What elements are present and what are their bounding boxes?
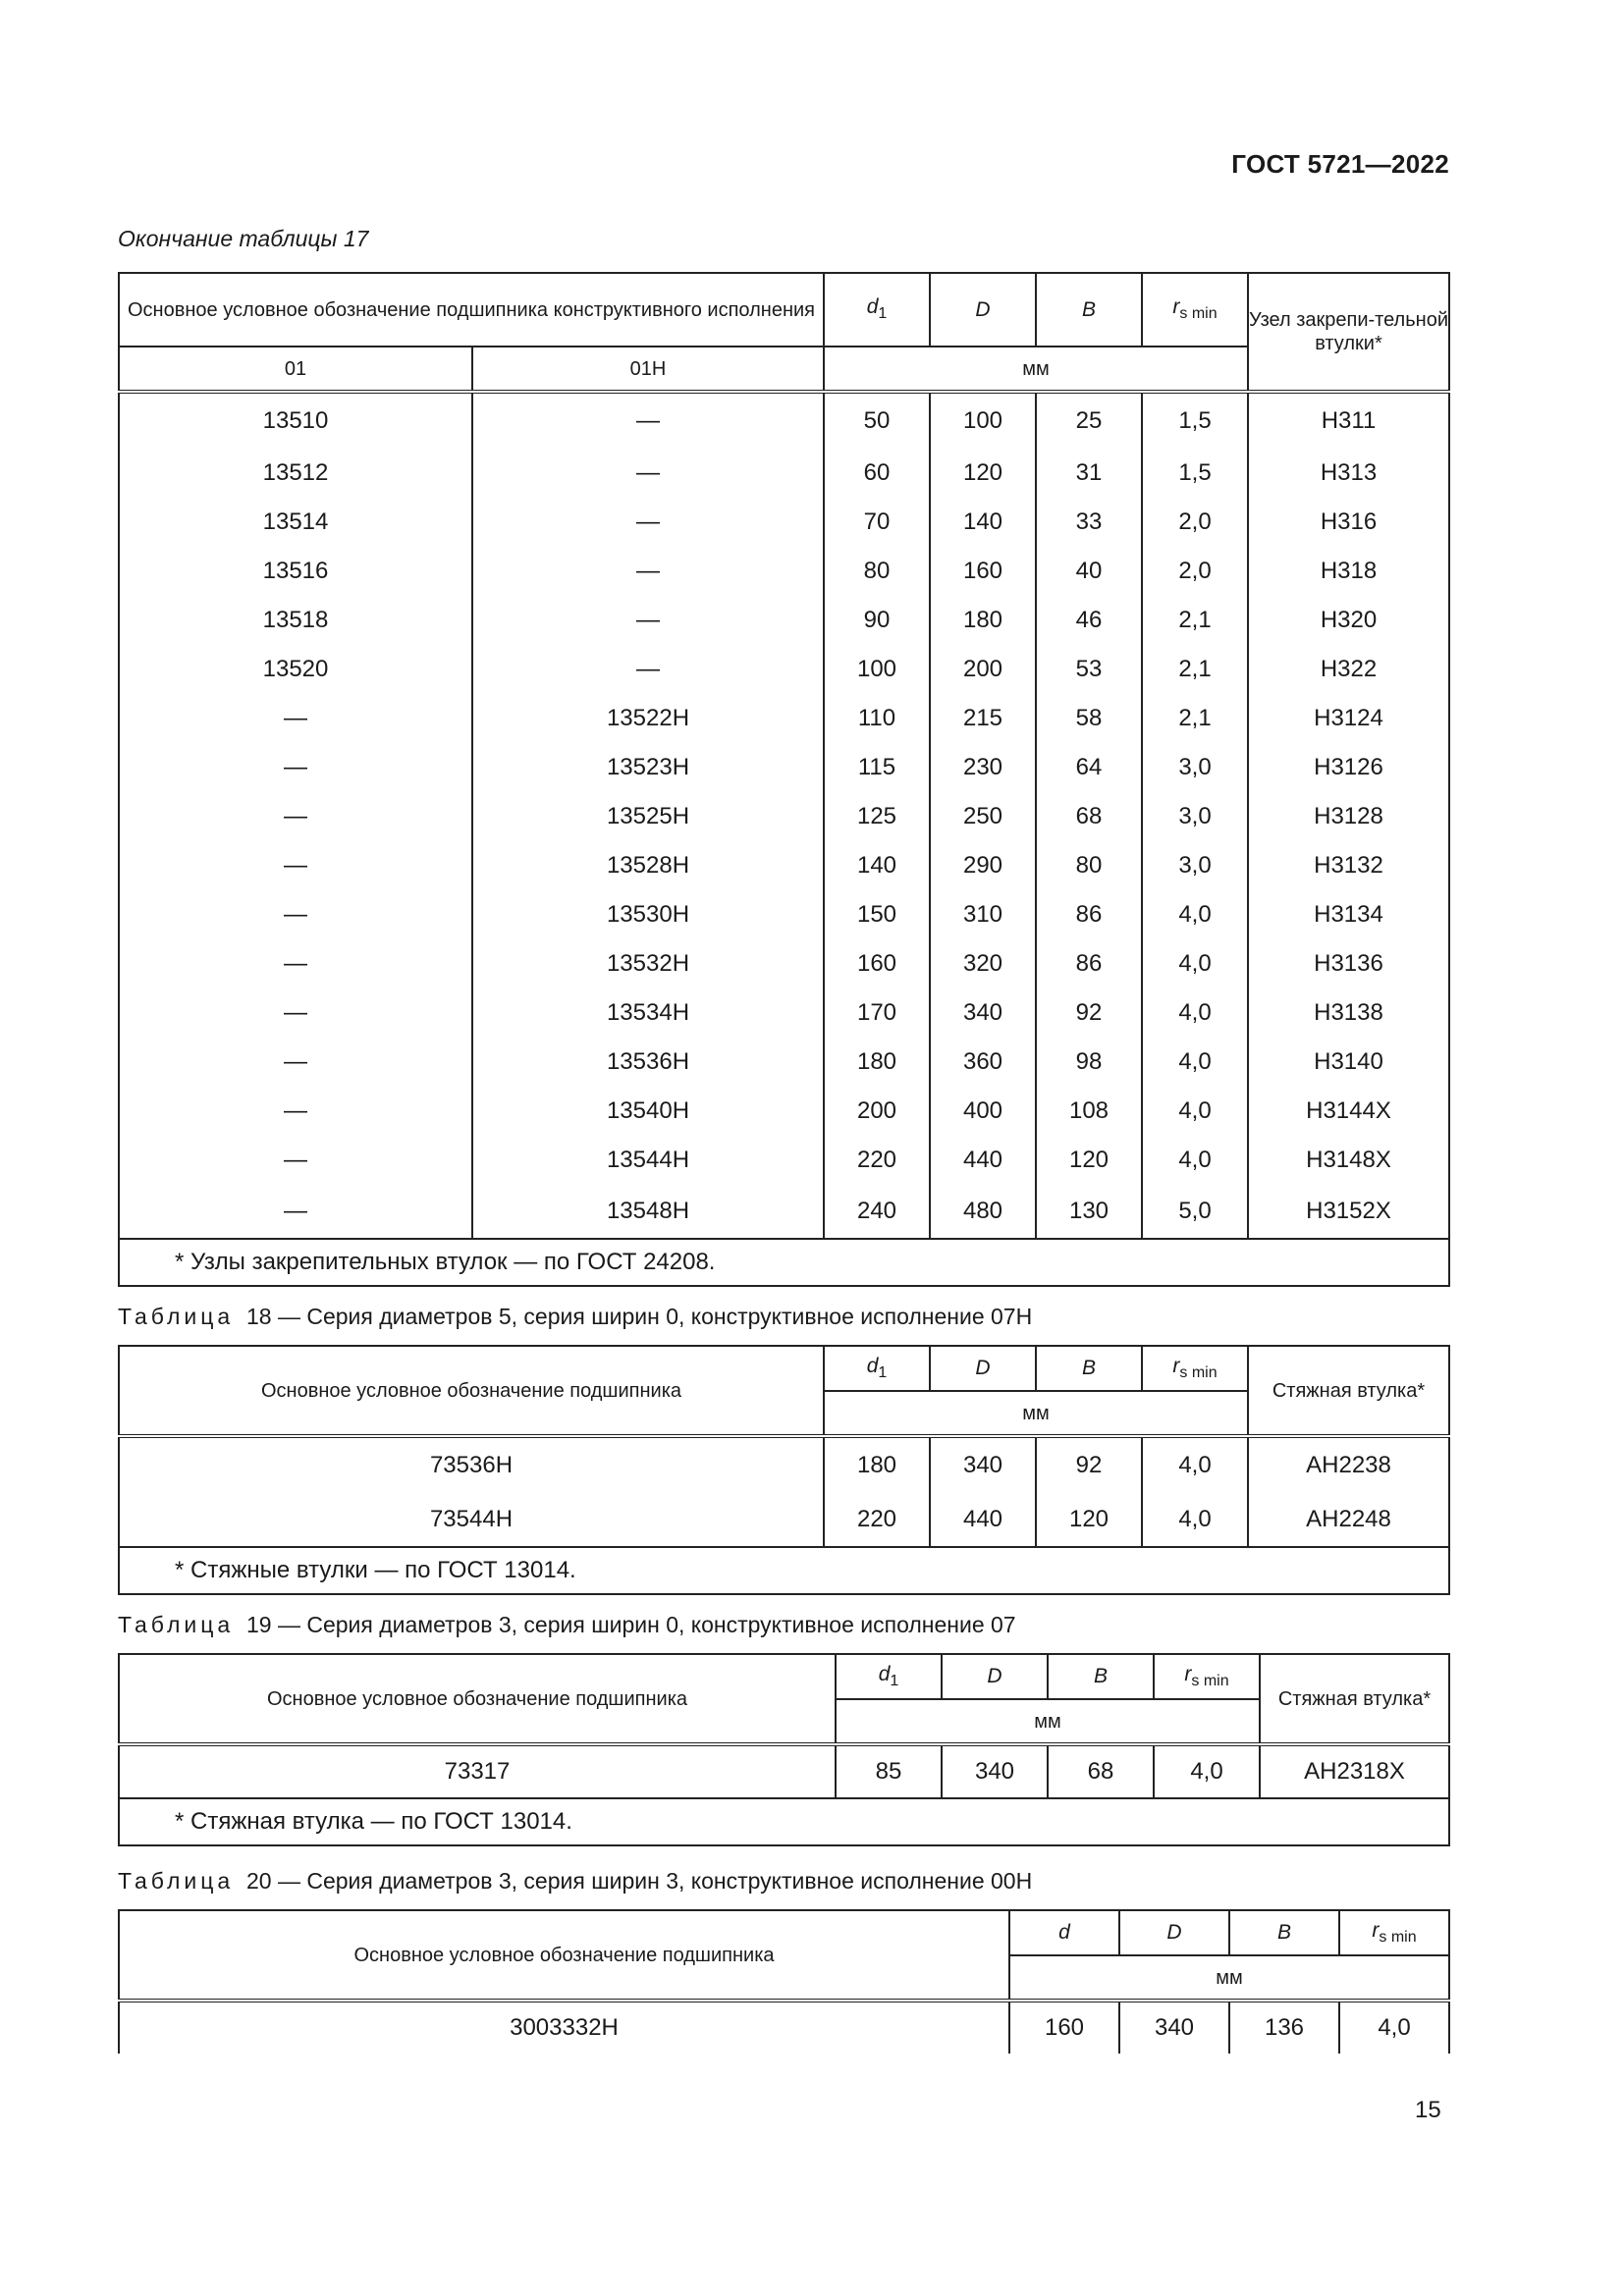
- table-cell: 92: [1036, 988, 1142, 1038]
- unit-header: мм: [836, 1699, 1260, 1744]
- table-cell: 170: [824, 988, 930, 1038]
- table-cell: Н311: [1248, 392, 1449, 449]
- table-cell: 4,0: [1142, 939, 1248, 988]
- table-cell: Н3126: [1248, 743, 1449, 792]
- table-cell: 180: [824, 1038, 930, 1087]
- table-18-caption: Таблица 18 — Серия диаметров 5, серия ширин 0, конструктивное исполнение 07Н: [118, 1304, 1033, 1329]
- table-cell: 340: [1119, 2001, 1229, 2054]
- table-cell: 2,1: [1142, 694, 1248, 743]
- chamfer-header: $r_{s min}$: [1154, 1654, 1260, 1699]
- table-cell: 160: [930, 547, 1036, 596]
- table-cell: 100: [824, 645, 930, 694]
- table-19-footnote: * Стяжная втулка — по ГОСТ 13014.: [119, 1798, 1449, 1845]
- table-cell: 4,0: [1142, 1436, 1248, 1493]
- table-row: [119, 1185, 1449, 1239]
- table-20-caption: Таблица 20 — Серия диаметров 3, серия ширин 3, конструктивное исполнение 00Н: [118, 1868, 1033, 1894]
- table-cell: 2,0: [1142, 498, 1248, 547]
- table-cell: —: [119, 1136, 472, 1185]
- table-cell: 4,0: [1142, 1136, 1248, 1185]
- table-cell: Н3132: [1248, 841, 1449, 890]
- table-cell: 4,0: [1142, 1038, 1248, 1087]
- table-cell: 4,0: [1142, 1493, 1248, 1547]
- designation-header: Основное условное обозначение подшипника конструктивного исполнения: [119, 273, 824, 347]
- table-cell: АН2318Х: [1260, 1744, 1449, 1798]
- table-cell: —: [119, 792, 472, 841]
- table-cell: 86: [1036, 939, 1142, 988]
- version-01n-header: 01Н: [472, 347, 824, 392]
- table-cell: 200: [824, 1087, 930, 1136]
- table-row: [119, 792, 1449, 841]
- table-cell: 130: [1036, 1185, 1142, 1239]
- table-cell: 85: [836, 1744, 942, 1798]
- table-cell: 125: [824, 792, 930, 841]
- table-cell: —: [119, 1087, 472, 1136]
- table-cell: 160: [1009, 2001, 1119, 2054]
- d1-header: $d_1$: [824, 273, 930, 347]
- table-cell: 136: [1229, 2001, 1339, 2054]
- standard-number: ГОСТ 5721—2022: [1231, 149, 1449, 179]
- table-cell: —: [119, 890, 472, 939]
- table-row: [119, 988, 1449, 1038]
- table-cell: 13530Н: [472, 890, 824, 939]
- table-cell: 13512: [119, 449, 472, 498]
- designation-header: Основное условное обозначение подшипника: [119, 1346, 824, 1436]
- table-cell: 215: [930, 694, 1036, 743]
- chamfer-header: $r_{s min}$: [1142, 273, 1248, 347]
- table-cell: 68: [1048, 1744, 1154, 1798]
- table-cell: 3003332Н: [119, 2001, 1009, 2054]
- table-cell: 290: [930, 841, 1036, 890]
- table-cell: 310: [930, 890, 1036, 939]
- table-17-footnote: * Узлы закрепительных втулок — по ГОСТ 24208.: [119, 1239, 1449, 1286]
- table-cell: 86: [1036, 890, 1142, 939]
- table-row: [119, 1744, 1449, 1798]
- table-cell: 53: [1036, 645, 1142, 694]
- table-cell: 2,0: [1142, 547, 1248, 596]
- table-cell: Н3140: [1248, 1038, 1449, 1087]
- table-17: [118, 272, 1450, 1287]
- table-cell: 13514: [119, 498, 472, 547]
- table-cell: 180: [824, 1436, 930, 1493]
- designation-header: Основное условное обозначение подшипника: [119, 1654, 836, 1744]
- table-cell: 13516: [119, 547, 472, 596]
- page-number: 15: [1415, 2097, 1441, 2123]
- table-cell: 46: [1036, 596, 1142, 645]
- table-cell: 13523Н: [472, 743, 824, 792]
- table-cell: 320: [930, 939, 1036, 988]
- table-row: [119, 392, 1449, 449]
- table-cell: 440: [930, 1493, 1036, 1547]
- table-cell: 13525Н: [472, 792, 824, 841]
- unit-header: мм: [824, 1391, 1248, 1436]
- table-cell: 360: [930, 1038, 1036, 1087]
- adapter-assembly-header: Узел закрепи-тельной втулки*: [1248, 273, 1449, 392]
- table-cell: 440: [930, 1136, 1036, 1185]
- table-cell: —: [472, 596, 824, 645]
- table-cell: Н3138: [1248, 988, 1449, 1038]
- table-row: [119, 694, 1449, 743]
- table-cell: Н318: [1248, 547, 1449, 596]
- table-cell: 73536Н: [119, 1436, 824, 1493]
- table-cell: 150: [824, 890, 930, 939]
- sleeve-header: Стяжная втулка*: [1260, 1654, 1449, 1744]
- table-cell: Н3128: [1248, 792, 1449, 841]
- table-cell: 240: [824, 1185, 930, 1239]
- outer-diameter-header: D: [942, 1654, 1048, 1699]
- table-19: [118, 1653, 1450, 1846]
- table-row: [119, 449, 1449, 498]
- table-cell: Н3144Х: [1248, 1087, 1449, 1136]
- table-cell: —: [472, 392, 824, 449]
- table-cell: 480: [930, 1185, 1036, 1239]
- table-row: [119, 645, 1449, 694]
- table-cell: 13534Н: [472, 988, 824, 1038]
- table-cell: —: [119, 988, 472, 1038]
- table-cell: 2,1: [1142, 645, 1248, 694]
- table-cell: 120: [1036, 1493, 1142, 1547]
- outer-diameter-header: D: [930, 1346, 1036, 1391]
- table-cell: —: [119, 1038, 472, 1087]
- table-cell: 33: [1036, 498, 1142, 547]
- table-cell: 13540Н: [472, 1087, 824, 1136]
- table-cell: 13528Н: [472, 841, 824, 890]
- table-cell: —: [119, 1185, 472, 1239]
- table-18: [118, 1345, 1450, 1595]
- table-row: [119, 1038, 1449, 1087]
- width-header: B: [1048, 1654, 1154, 1699]
- table-cell: АН2238: [1248, 1436, 1449, 1493]
- table-cell: 13518: [119, 596, 472, 645]
- table-cell: Н3136: [1248, 939, 1449, 988]
- table-cell: 220: [824, 1136, 930, 1185]
- table-cell: 13520: [119, 645, 472, 694]
- table-cell: Н313: [1248, 449, 1449, 498]
- table-cell: АН2248: [1248, 1493, 1449, 1547]
- table-cell: 5,0: [1142, 1185, 1248, 1239]
- width-header: B: [1229, 1910, 1339, 1955]
- chamfer-header: $r_{s min}$: [1142, 1346, 1248, 1391]
- table-cell: 80: [824, 547, 930, 596]
- table-cell: 110: [824, 694, 930, 743]
- table-cell: 115: [824, 743, 930, 792]
- table-cell: 3,0: [1142, 743, 1248, 792]
- table-cell: 4,0: [1154, 1744, 1260, 1798]
- table-cell: 140: [824, 841, 930, 890]
- table-row: [119, 743, 1449, 792]
- table-cell: 98: [1036, 1038, 1142, 1087]
- table-19-caption: Таблица 19 — Серия диаметров 3, серия ширин 0, конструктивное исполнение 07: [118, 1612, 1016, 1637]
- table-cell: 13536Н: [472, 1038, 824, 1087]
- table-cell: 4,0: [1339, 2001, 1449, 2054]
- table-cell: —: [472, 449, 824, 498]
- table-row: [119, 547, 1449, 596]
- table-cell: 3,0: [1142, 841, 1248, 890]
- table-cell: 4,0: [1142, 988, 1248, 1038]
- table-cell: Н3124: [1248, 694, 1449, 743]
- table-cell: Н320: [1248, 596, 1449, 645]
- table-cell: 200: [930, 645, 1036, 694]
- table-cell: 180: [930, 596, 1036, 645]
- table-cell: 340: [930, 1436, 1036, 1493]
- table-cell: 73544Н: [119, 1493, 824, 1547]
- unit-header: мм: [1009, 1955, 1449, 2001]
- table-row: [119, 841, 1449, 890]
- width-header: B: [1036, 273, 1142, 347]
- table-cell: Н316: [1248, 498, 1449, 547]
- table-cell: 340: [942, 1744, 1048, 1798]
- table-cell: 60: [824, 449, 930, 498]
- table-cell: 31: [1036, 449, 1142, 498]
- table-cell: 340: [930, 988, 1036, 1038]
- table-row: [119, 1493, 1449, 1547]
- table-cell: —: [472, 645, 824, 694]
- table-cell: 13510: [119, 392, 472, 449]
- table-row: [119, 1436, 1449, 1493]
- table-cell: 108: [1036, 1087, 1142, 1136]
- d1-header: $d_1$: [824, 1346, 930, 1391]
- table-18-footnote: * Стяжные втулки — по ГОСТ 13014.: [119, 1547, 1449, 1594]
- sleeve-header: Стяжная втулка*: [1248, 1346, 1449, 1436]
- table-cell: 250: [930, 792, 1036, 841]
- outer-diameter-header: D: [1119, 1910, 1229, 1955]
- width-header: B: [1036, 1346, 1142, 1391]
- table-cell: 4,0: [1142, 1087, 1248, 1136]
- table-cell: 3,0: [1142, 792, 1248, 841]
- table-cell: 120: [930, 449, 1036, 498]
- table-row: [119, 1136, 1449, 1185]
- table-cell: 2,1: [1142, 596, 1248, 645]
- table-cell: Н3148Х: [1248, 1136, 1449, 1185]
- table-cell: Н3152Х: [1248, 1185, 1449, 1239]
- table-cell: 25: [1036, 392, 1142, 449]
- table-cell: 100: [930, 392, 1036, 449]
- table-cell: 64: [1036, 743, 1142, 792]
- bore-diameter-header: d: [1009, 1910, 1119, 1955]
- table-cell: 13532Н: [472, 939, 824, 988]
- table-row: [119, 890, 1449, 939]
- table-cell: 160: [824, 939, 930, 988]
- table-cell: 73317: [119, 1744, 836, 1798]
- table-cell: —: [472, 547, 824, 596]
- table-cell: 140: [930, 498, 1036, 547]
- table-row: [119, 1087, 1449, 1136]
- table-cell: 58: [1036, 694, 1142, 743]
- table-cell: 50: [824, 392, 930, 449]
- chamfer-header: $r_{s min}$: [1339, 1910, 1449, 1955]
- table-20: [118, 1909, 1450, 2054]
- table-cell: —: [119, 841, 472, 890]
- table-cell: 400: [930, 1087, 1036, 1136]
- table-cell: 1,5: [1142, 392, 1248, 449]
- table-cell: 13548Н: [472, 1185, 824, 1239]
- table-cell: 13544Н: [472, 1136, 824, 1185]
- table-cell: 1,5: [1142, 449, 1248, 498]
- table-cell: 120: [1036, 1136, 1142, 1185]
- table-cell: —: [119, 939, 472, 988]
- table-cell: 230: [930, 743, 1036, 792]
- table-row: [119, 498, 1449, 547]
- table-cell: 13522Н: [472, 694, 824, 743]
- table-row: [119, 939, 1449, 988]
- d1-header: $d_1$: [836, 1654, 942, 1699]
- table-cell: 80: [1036, 841, 1142, 890]
- table-cell: —: [119, 694, 472, 743]
- designation-header: Основное условное обозначение подшипника: [119, 1910, 1009, 2001]
- table-cell: Н3134: [1248, 890, 1449, 939]
- table-cell: 90: [824, 596, 930, 645]
- table-row: [119, 596, 1449, 645]
- table-row: [119, 2001, 1449, 2054]
- table-cell: —: [119, 743, 472, 792]
- table-17-caption: Окончание таблицы 17: [118, 226, 369, 251]
- table-cell: Н322: [1248, 645, 1449, 694]
- table-cell: 4,0: [1142, 890, 1248, 939]
- table-cell: 68: [1036, 792, 1142, 841]
- table-cell: —: [472, 498, 824, 547]
- outer-diameter-header: D: [930, 273, 1036, 347]
- table-cell: 92: [1036, 1436, 1142, 1493]
- unit-header: мм: [824, 347, 1248, 392]
- table-cell: 220: [824, 1493, 930, 1547]
- version-01-header: 01: [119, 347, 472, 392]
- table-cell: 40: [1036, 547, 1142, 596]
- table-cell: 70: [824, 498, 930, 547]
